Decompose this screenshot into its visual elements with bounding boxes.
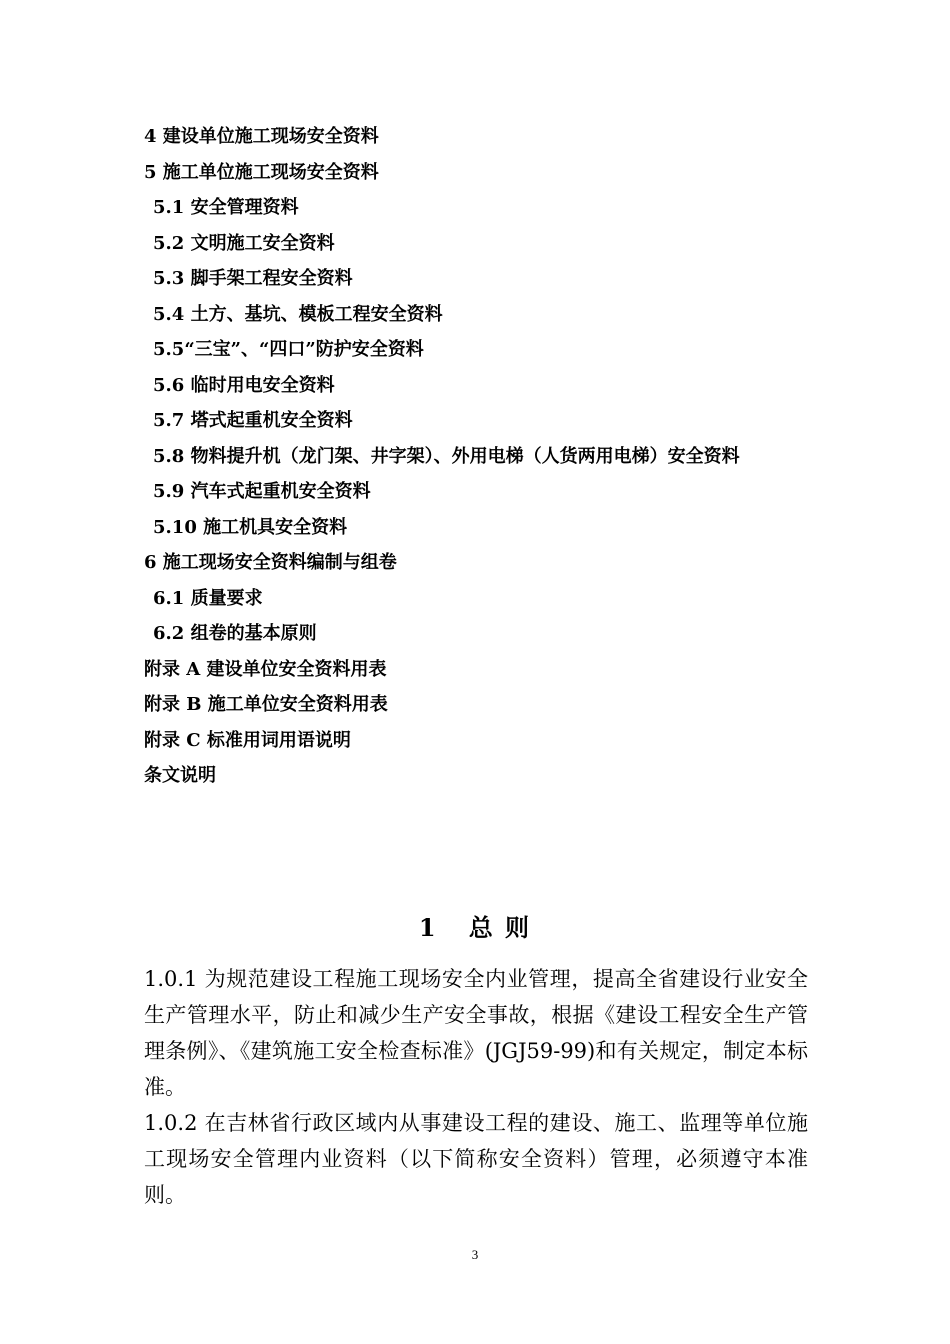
chapter-number: 1 <box>418 913 438 942</box>
toc-item: 5.4 土方、基坑、模板工程安全资料 <box>153 303 443 325</box>
toc-item: 5.2 文明施工安全资料 <box>153 232 335 254</box>
chapter-title: 总 则 <box>468 913 532 942</box>
clause-paragraph: 1.0.1 为规范建设工程施工现场安全内业管理，提高全省建设行业安全生产管理水平，防止和减少生产安全事故，根据《建设工程安全生产管理条例》、《建筑施工安全检查标准》(JGJ59-99)和有关规定，制定本标准。 <box>144 967 808 1099</box>
toc-item: 条文说明 <box>144 765 216 786</box>
toc-item: 6.2 组卷的基本原则 <box>153 623 317 644</box>
chapter-heading <box>0 908 950 943</box>
toc-item: 6.1 质量要求 <box>153 587 263 609</box>
toc-item: 5.6 临时用电安全资料 <box>153 374 335 396</box>
clause-paragraph: 1.0.2 在吉林省行政区域内从事建设工程的建设、施工、监理等单位施工现场安全管理内业资料（以下简称安全资料）管理，必须遵守本准则。 <box>144 1111 808 1207</box>
toc-item: 5.7 塔式起重机安全资料 <box>153 410 353 431</box>
table-of-contents <box>144 119 844 794</box>
toc-item: 附录 C 标准用词用语说明 <box>144 729 351 751</box>
toc-item: 5.9 汽车式起重机安全资料 <box>153 481 371 502</box>
toc-item: 附录 A 建设单位安全资料用表 <box>144 658 387 680</box>
toc-item: 5.5“三宝”、“四口”防护安全资料 <box>153 339 424 360</box>
chapter-body <box>144 961 808 1213</box>
toc-item: 附录 B 施工单位安全资料用表 <box>144 694 388 715</box>
page-number: 3 <box>471 1247 479 1262</box>
toc-item: 5.8 物料提升机（龙门架、井字架）、外用电梯（人货两用电梯）安全资料 <box>153 445 740 467</box>
toc-item: 5.1 安全管理资料 <box>153 197 299 218</box>
toc-item: 4 建设单位施工现场安全资料 <box>144 126 379 147</box>
toc-item: 5.10 施工机具安全资料 <box>153 516 348 538</box>
toc-item: 6 施工现场安全资料编制与组卷 <box>144 552 397 573</box>
toc-item: 5 施工单位施工现场安全资料 <box>144 161 379 183</box>
toc-item: 5.3 脚手架工程安全资料 <box>153 268 353 289</box>
